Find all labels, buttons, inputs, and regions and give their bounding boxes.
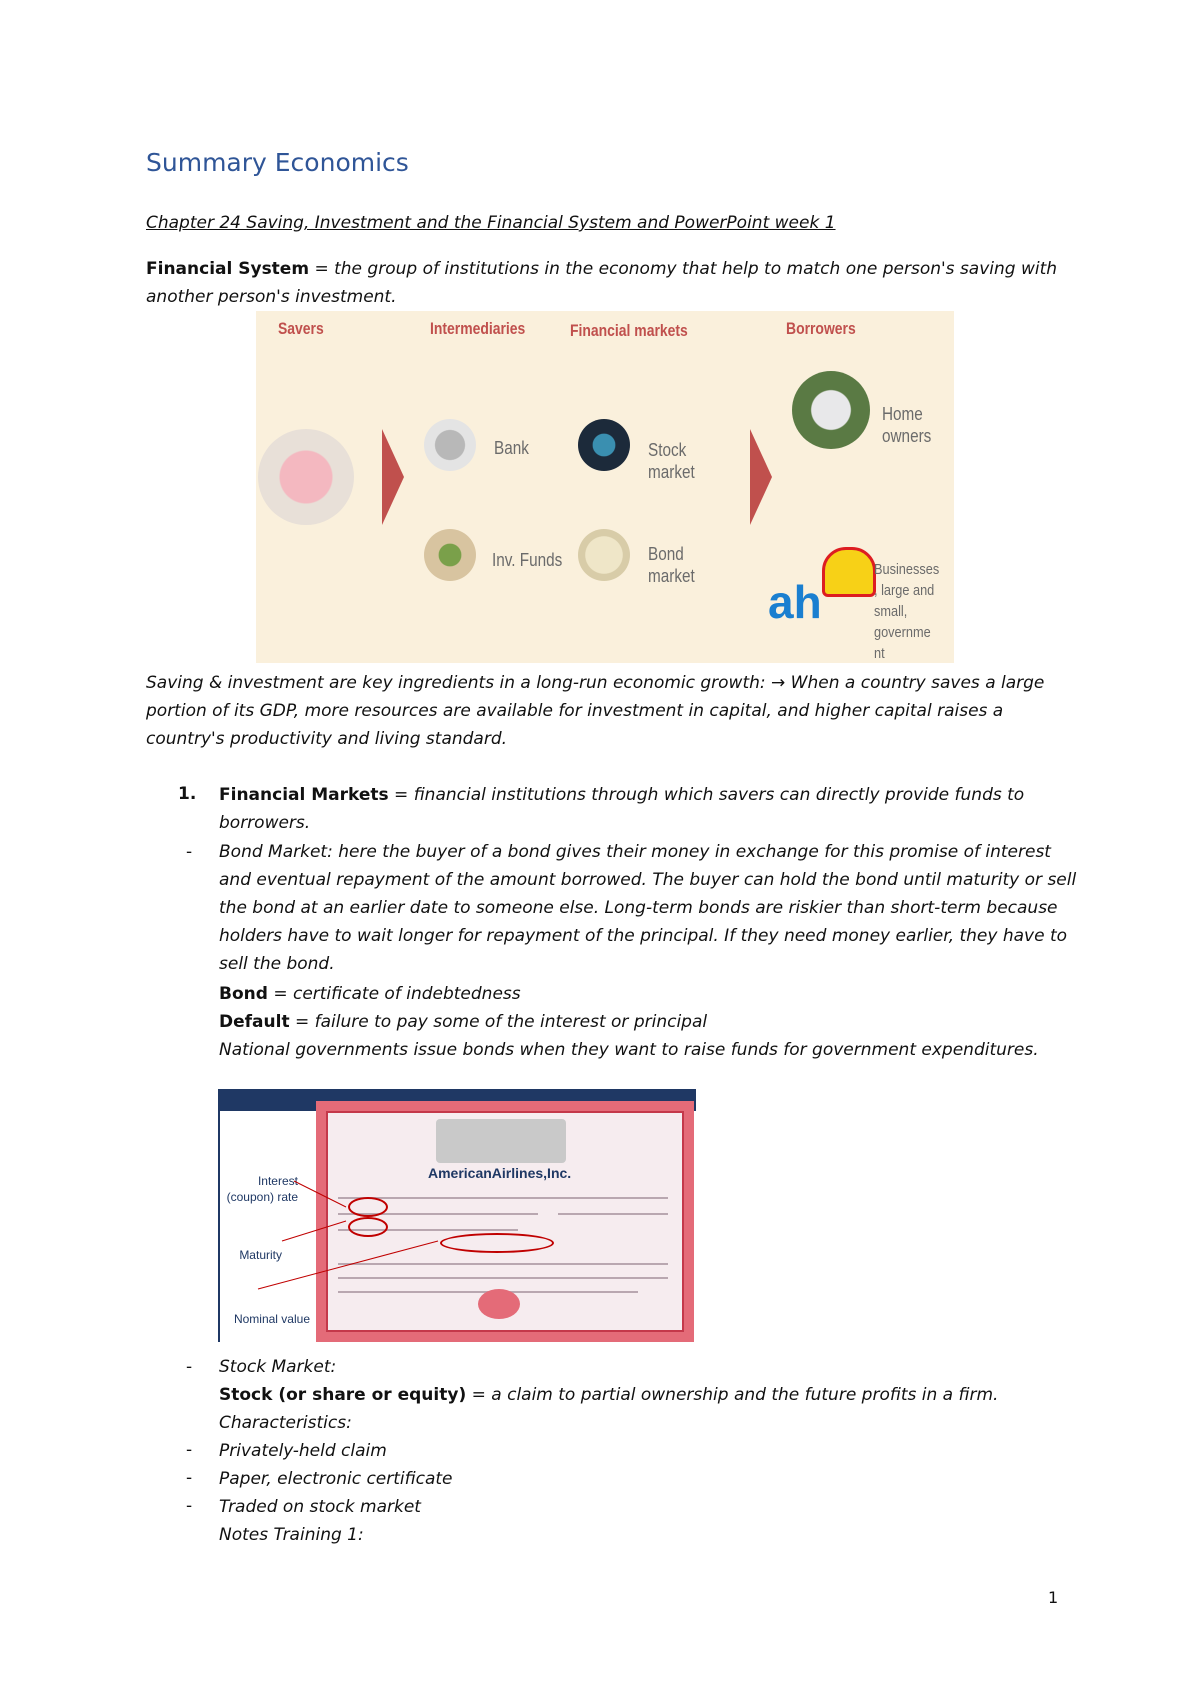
default-definition (219, 1008, 1079, 1036)
financial-system-definition (146, 255, 1066, 311)
page-title: Summary Economics (146, 148, 409, 177)
maturity-label: Maturity (239, 1248, 282, 1262)
bullet-dash: - (186, 1468, 193, 1488)
businesses-label: Businesses , large and small, governme nt (874, 561, 940, 662)
bond-market-icon (578, 529, 630, 581)
callout-lines (218, 1089, 696, 1342)
characteristic-item: Privately-held claim (219, 1441, 387, 1461)
financial-markets-text: = financial institutions through which savers can directly provide funds to borrowers. (219, 785, 1025, 833)
arrow-icon (382, 429, 404, 525)
financial-markets-definition (219, 781, 1079, 837)
shell-logo-icon (822, 547, 876, 597)
financial-markets-header: Financial markets (570, 321, 688, 340)
bond-market-paragraph: Bond Market: here the buyer of a bond gives their money in exchange for this promise of interest and eventual repayment of the amount borrowed. The buyer can hold the bond until maturity or sell the bond at an earlier date to someone else. Long-term bonds are riskier than short-term because holders have to wait longer for repayment of the principal. If they need money earlier, they have to sell the bond. (219, 842, 1077, 974)
arrow-icon (750, 429, 772, 525)
stock-definition (219, 1381, 1079, 1409)
bank-label: Bank (494, 438, 529, 458)
bullet-dash: - (186, 1440, 193, 1460)
bond-certificate-figure (218, 1089, 696, 1342)
bank-icon (424, 419, 476, 471)
home-owners-label: Home owners (882, 404, 932, 446)
government-bonds-paragraph: National governments issue bonds when they want to raise funds for government expenditures. (219, 1040, 1039, 1060)
notes-heading: Notes Training 1: (219, 1525, 364, 1545)
stock-market-heading: Stock Market: (219, 1357, 337, 1377)
interest-rate-label: Interest (coupon) rate (226, 1174, 298, 1204)
bullet-dash: - (186, 842, 193, 862)
characteristic-item: Traded on stock market (219, 1497, 421, 1517)
piggy-bank-icon (258, 429, 354, 525)
stock-text: = a claim to partial ownership and the future profits in a firm. (471, 1385, 999, 1405)
savers-header: Savers (278, 319, 324, 338)
ah-logo-icon: ah (768, 576, 822, 628)
saving-investment-paragraph: Saving & investment are key ingredients in a long-run economic growth: → When a country saves a large portion of its GDP, more resources are available for investment in capital, and higher capital raises a country's productivity and living standard. (146, 673, 1045, 749)
nominal-value-label: Nominal value (233, 1312, 310, 1326)
financial-system-text: = the group of institutions in the economy that help to match one person's saving with another person's investment. (146, 259, 1058, 307)
list-number: 1. (178, 784, 197, 804)
page-number: 1 (1048, 1588, 1059, 1607)
financial-system-diagram (256, 311, 954, 663)
financial-system-term: Financial System (146, 259, 310, 279)
investment-funds-icon (424, 529, 476, 581)
company-name: AmericanAirlines,Inc. (428, 1165, 572, 1181)
characteristics-heading: Characteristics: (219, 1413, 352, 1433)
bond-text: = certificate of indebtedness (273, 984, 521, 1004)
house-icon (792, 371, 870, 449)
characteristic-item: Paper, electronic certificate (219, 1469, 453, 1489)
stock-market-icon (578, 419, 630, 471)
borrowers-header: Borrowers (786, 319, 856, 338)
bond-definition (219, 980, 1079, 1008)
inv-funds-label: Inv. Funds (492, 550, 563, 570)
bullet-dash: - (186, 1357, 193, 1377)
default-term: Default (219, 1012, 290, 1032)
intermediaries-header: Intermediaries (430, 319, 526, 338)
stock-market-label: Stock market (648, 440, 695, 482)
bond-term: Bond (219, 984, 268, 1004)
default-text: = failure to pay some of the interest or principal (294, 1012, 708, 1032)
bond-market-label: Bond market (648, 544, 695, 586)
bullet-dash: - (186, 1496, 193, 1516)
stock-term: Stock (or share or equity) (219, 1385, 467, 1405)
chapter-heading: Chapter 24 Saving, Investment and the Financial System and PowerPoint week 1 (146, 213, 836, 233)
financial-markets-term: Financial Markets (219, 785, 389, 805)
